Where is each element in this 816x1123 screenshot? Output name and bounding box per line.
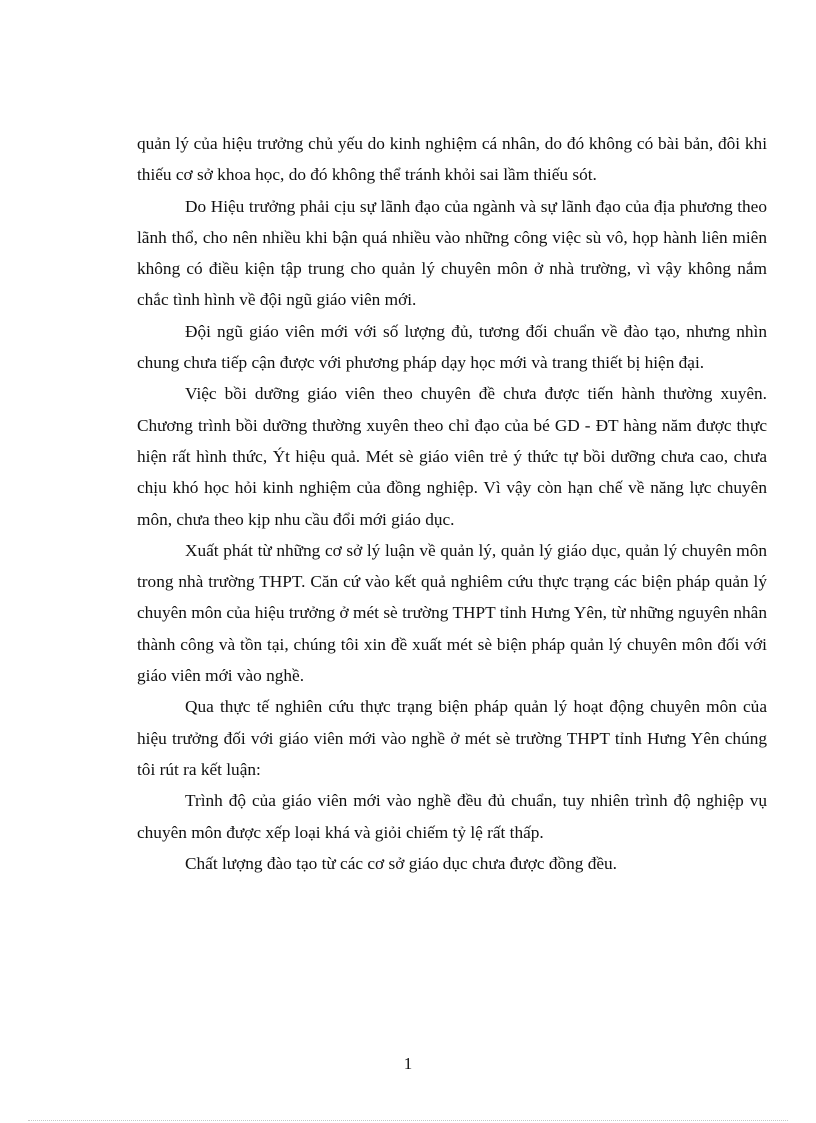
page-number: 1 <box>403 1054 413 1073</box>
paragraph-4: Việc bồi dưỡng giáo viên theo chuyên đề chưa được tiến hành thường xuyên. Chương trình bồi dưỡng thường xuyên theo chỉ đạo của bé GD - ĐT hàng năm được thực hiện rất hình thức, Ýt hiệu quả. Mét sè giáo viên trẻ ý thức tự bồi dưỡng chưa cao, chưa chịu khó học hỏi kinh nghiệm của đồng nghiệp. Vì vậy còn hạn chế về năng lực chuyên môn, chưa theo kịp nhu cầu đổi mới giáo dục. <box>137 384 767 529</box>
paragraph-7: Trình độ của giáo viên mới vào nghề đều đủ chuẩn, tuy nhiên trình độ nghiệp vụ chuyên môn được xếp loại khá và giỏi chiếm tỷ lệ rất thấp. <box>137 791 767 842</box>
paragraph-8: Chất lượng đào tạo từ các cơ sở giáo dục chưa được đồng đều. <box>185 853 618 873</box>
paragraph-2: Do Hiệu trưởng phải cịu sự lãnh đạo của ngành và sự lãnh đạo của địa phương theo lãnh thổ, cho nên nhiều khi bận quá nhiều vào những công việc sù vô, họp hành liên miên không có điều kiện tập trung cho quản lý chuyên môn ở nhà trường, vì vậy không nắm chắc tình hình về đội ngũ giáo viên mới. <box>137 196 767 310</box>
page-bottom-divider <box>28 1120 788 1121</box>
body-text <box>137 128 767 879</box>
paragraph-1: quản lý của hiệu trưởng chủ yếu do kinh nghiệm cá nhân, do đó không có bài bản, đôi khi thiếu cơ sở khoa học, do đó không thể tránh khỏi sai lầm thiếu sót. <box>137 134 767 185</box>
paragraph-3: Đội ngũ giáo viên mới với số lượng đủ, tương đối chuẩn về đào tạo, nhưng nhìn chung chưa tiếp cận được với phương pháp dạy học mới và trang thiết bị hiện đại. <box>137 321 767 373</box>
paragraph-5: Xuất phát từ những cơ sở lý luận về quản lý, quản lý giáo dục, quản lý chuyên môn trong nhà trường THPT. Căn cứ vào kết quả nghiêm cứu thực trạng các biện pháp quản lý chuyên môn của hiệu trưởng ở mét sè trường THPT tỉnh Hưng Yên, từ những nguyên nhân thành công và tồn tại, chúng tôi xin đề xuất mét sè biện pháp quản lý chuyên môn đối với giáo viên mới vào nghề. <box>137 540 767 686</box>
paragraph-6: Qua thực tế nghiên cứu thực trạng biện pháp quản lý hoạt động chuyên môn của hiệu trưởng đối với giáo viên mới vào nghề ở mét sè trường THPT tỉnh Hưng Yên chúng tôi rút ra kết luận: <box>137 697 767 779</box>
